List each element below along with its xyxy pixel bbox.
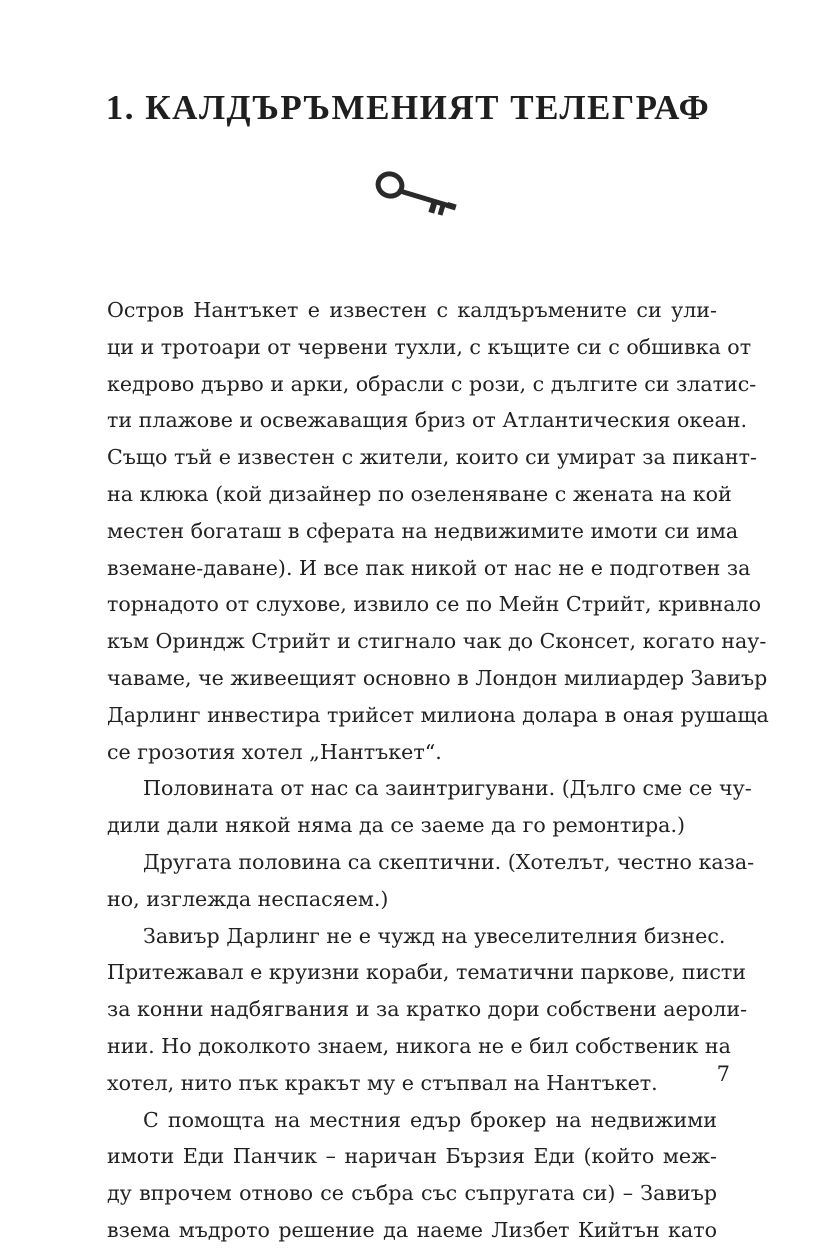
page-number: 7	[716, 1062, 730, 1086]
text-line: Другата половина са скептични. (Хотелът, честно каза-	[143, 849, 755, 874]
text-line: Дарлинг инвестира трийсет милиона долара в оная рушаща	[107, 702, 769, 727]
chapter-title: 1. КАЛДЪРЪМЕНИЯТ ТЕЛЕГРАФ	[105, 88, 711, 127]
text-line: но, изглежда неспасяем.)	[107, 886, 389, 911]
text-line: се грозотия хотел „Нантъкет“.	[107, 739, 442, 764]
text-line: вземане-даване). И все пак никой от нас не е подготвен за	[107, 555, 751, 580]
text-line: към Ориндж Стрийт и стигнало чак до Сконсет, когато нау-	[107, 629, 767, 654]
text-line: нии. Но доколкото знаем, никога не е бил собственик на	[107, 1033, 731, 1058]
text-line: Половината от нас са заинтригувани. (Дълго сме се чу-	[143, 776, 752, 801]
text-line: Също тъй е известен с жители, които си умират за пикант-	[107, 445, 757, 470]
text-line: Притежавал е круизни кораби, тематични паркове, писти	[107, 960, 747, 985]
text-line: кедрово дърво и арки, обрасли с рози, с дългите си златис-	[107, 371, 757, 396]
text-line: чаваме, че живеещият основно в Лондон милиардер Завиър	[107, 665, 768, 690]
text-line: на клюка (кой дизайнер по озеленяване с жената на кой	[107, 481, 732, 506]
text-line: взема мъдрото решение да наеме Лизбет Кийтън като	[107, 1217, 717, 1242]
text-line: Остров Нантъкет е известен с калдъръмените си ули-	[107, 298, 717, 322]
text-line: хотел, нито пък кракът му е стъпвал на Нантъкет.	[107, 1070, 658, 1095]
text-line: Завиър Дарлинг не е чужд на увеселителния бизнес.	[143, 923, 726, 948]
text-line: ти плажове и освежаващия бриз от Атлантическия океан.	[107, 408, 748, 433]
text-line: имоти Еди Панчик – наричан Бързия Еди (който меж-	[107, 1144, 717, 1169]
chapter-body-text	[107, 292, 769, 1249]
text-line: за конни надбягвания и за кратко дори собствени аероли-	[107, 997, 748, 1022]
text-line: дили дали някой няма да се заеме да го ремонтира.)	[107, 813, 686, 838]
text-line: ду впрочем отново се събра със съпругата си) – Завиър	[107, 1181, 717, 1206]
text-line: местен богаташ в сферата на недвижимите имоти си има	[107, 518, 739, 543]
text-line: ци и тротоари от червени тухли, с къщите си с обшивка от	[107, 334, 752, 359]
skeleton-key-icon	[373, 168, 463, 220]
text-line: торнадото от слухове, извило се по Мейн Стрийт, кривнало	[107, 592, 761, 617]
text-line: С помощта на местния едър брокер на недвижими	[143, 1107, 717, 1132]
